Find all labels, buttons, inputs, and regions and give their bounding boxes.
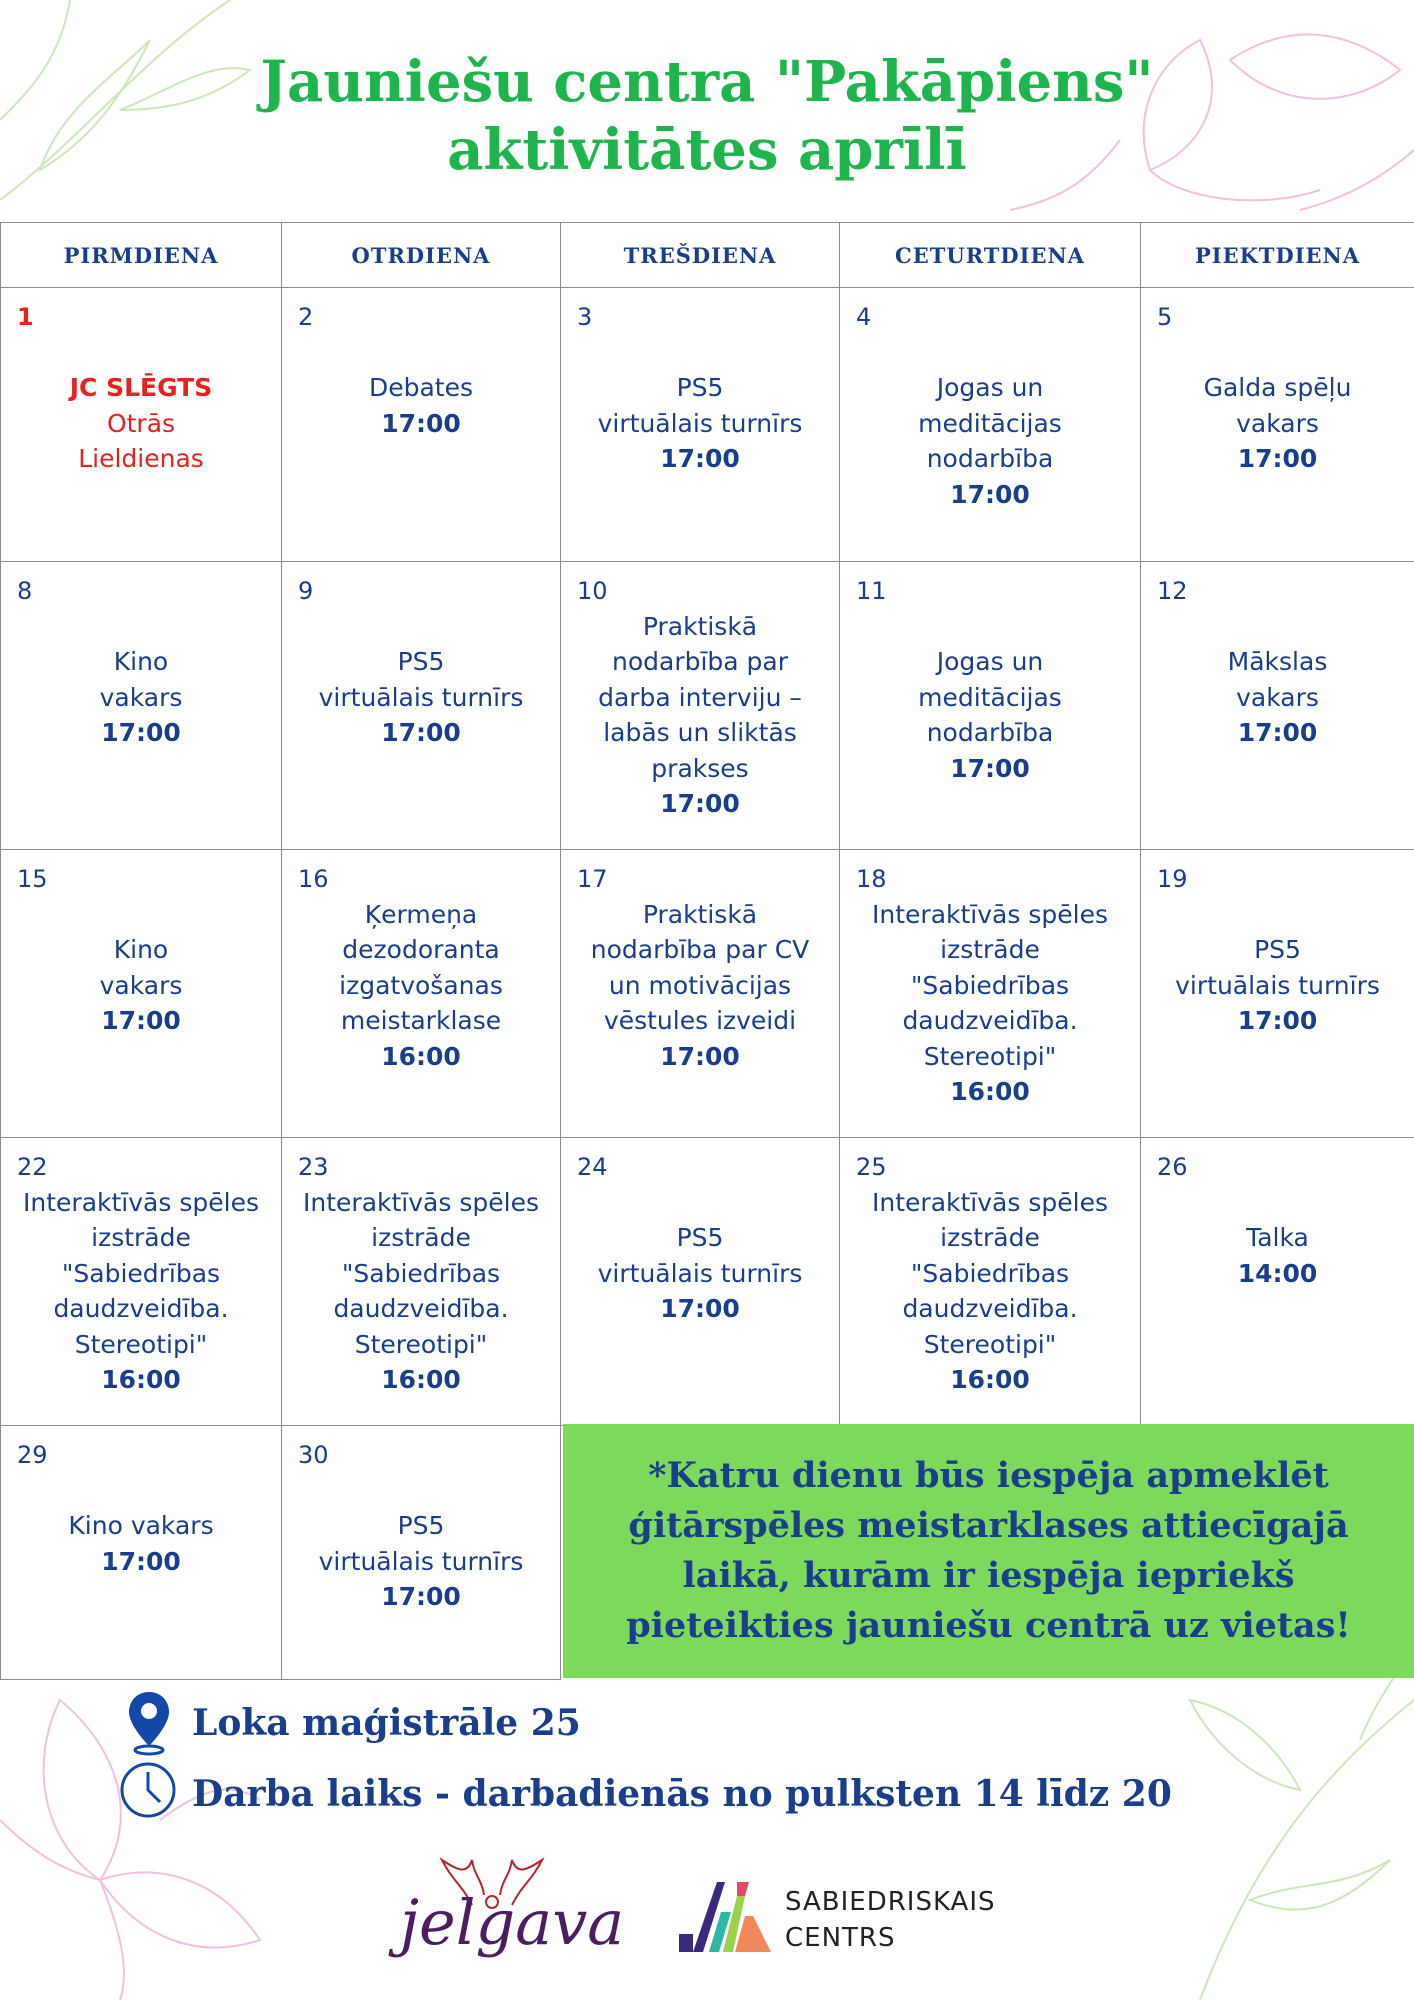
day-cell: [1140, 561, 1414, 850]
day-number: 16: [298, 865, 329, 893]
activity-text: daudzveidība.: [902, 1294, 1078, 1323]
day-cell: [0, 1425, 282, 1680]
title-line-1: Jauniešu centra "Pakāpiens": [260, 49, 1154, 115]
activity-time: 17:00: [950, 479, 1030, 509]
day-cell: [1140, 849, 1414, 1138]
day-cell: [560, 1137, 840, 1426]
activity-time: 16:00: [950, 1077, 1030, 1106]
guitar-masterclass-note: [563, 1424, 1414, 1678]
activity-time: 17:00: [1237, 444, 1318, 473]
day-number: 10: [577, 577, 608, 605]
day-activity: [5, 644, 277, 751]
day-number: 22: [17, 1153, 48, 1181]
day-activity: [5, 370, 277, 477]
day-number: 25: [856, 1153, 887, 1181]
activity-text: izstrāde: [940, 1223, 1040, 1252]
activity-text: vakars: [1236, 682, 1319, 712]
day-number: 9: [298, 577, 314, 605]
day-cell: [839, 561, 1141, 850]
day-number: 11: [856, 577, 887, 605]
day-number: 4: [856, 303, 872, 331]
activity-time: 17:00: [660, 1041, 740, 1071]
activity-time: 17:00: [101, 1546, 181, 1576]
activity-text: Interaktīvās spēles: [872, 899, 1108, 929]
day-activity: [286, 1185, 556, 1398]
activity-time: 17:00: [660, 444, 740, 473]
day-number: 1: [17, 303, 34, 331]
day-activity: [5, 932, 277, 1039]
day-cell: [281, 1137, 561, 1426]
day-activity: [844, 644, 1136, 786]
jelgava-logo-text: jelgava: [399, 1886, 625, 1959]
activity-time: 17:00: [381, 408, 461, 438]
day-number: 8: [17, 577, 33, 605]
activity-text: Stereotipi": [923, 1041, 1057, 1071]
day-activity: [844, 370, 1136, 512]
activity-text: meditācijas: [918, 408, 1062, 438]
day-number: 23: [298, 1153, 329, 1181]
activity-text: prakses: [651, 753, 749, 783]
opening-hours-text: Darba laiks - darbadienās no pulksten 14 līdz 20: [192, 1773, 1172, 1815]
weekday-header: PIRMDIENA: [0, 222, 282, 288]
activity-text: PS5: [676, 1223, 724, 1252]
activity-text: virtuālais turnīrs: [1175, 970, 1380, 1000]
day-cell: [0, 561, 282, 850]
day-cell: [281, 1425, 561, 1680]
note-text: *Katru dienu būs iespēja apmeklēt ģitārspēles meistarklases attiecīgajā laikā, kurām ir iespēja iepriekš pieteikties jauniešu centrā uz vietas!: [626, 1455, 1351, 1646]
day-activity: [1145, 1220, 1410, 1291]
activity-text: Mākslas: [1227, 647, 1328, 676]
activity-text: Kino vakars: [68, 1511, 214, 1540]
day-number: 12: [1157, 577, 1188, 605]
day-number: 15: [17, 865, 48, 893]
activity-text: nodarbība par: [611, 647, 789, 676]
activity-time: 17:00: [381, 718, 461, 747]
day-cell: [281, 287, 561, 562]
activity-text: "Sabiedrības: [341, 1258, 501, 1288]
activity-text: nodarbība: [926, 718, 1054, 747]
activity-text: PS5: [397, 647, 445, 676]
activity-text: Kino: [113, 935, 169, 964]
weekday-header: PIEKTDIENA: [1140, 222, 1414, 288]
activity-time: 17:00: [101, 718, 181, 747]
jelgava-logo: [392, 1850, 632, 1980]
activity-text: darba interviju –: [598, 682, 802, 712]
activity-time: 16:00: [381, 1365, 461, 1394]
activity-text: Stereotipi": [74, 1329, 208, 1359]
activity-text: "Sabiedrības: [61, 1258, 221, 1288]
day-activity: [286, 1508, 556, 1615]
day-cell: [1140, 1137, 1414, 1426]
activity-time: 17:00: [101, 1006, 181, 1035]
day-activity: [565, 1220, 835, 1327]
logo-text-line-1: SABIEDRISKAIS: [785, 1887, 996, 1917]
activity-time: 16:00: [950, 1365, 1030, 1394]
location-pin-icon: [127, 1690, 171, 1756]
activity-text: labās un sliktās: [603, 718, 797, 747]
activity-text: vēstules izveidi: [603, 1006, 797, 1035]
day-number: 2: [298, 303, 314, 331]
day-activity: [1145, 644, 1410, 751]
activity-text: izstrāde: [371, 1223, 471, 1252]
day-activity: [286, 897, 556, 1075]
sabiedriskais-centrs-mark: [675, 1872, 775, 1954]
title-line-2: aktivitātes aprīlī: [447, 117, 967, 183]
activity-text: virtuālais turnīrs: [597, 1258, 803, 1288]
activity-text: Interaktīvās spēles: [872, 1187, 1108, 1217]
activity-text: meistarklase: [340, 1006, 502, 1035]
activity-text: vakars: [99, 682, 183, 712]
activity-time: 14:00: [1237, 1258, 1318, 1288]
activity-text: izstrāde: [91, 1223, 191, 1252]
activity-text: Praktiskā: [642, 899, 758, 929]
day-activity: [844, 1185, 1136, 1398]
day-cell: [281, 849, 561, 1138]
activity-text: PS5: [397, 1511, 445, 1540]
activity-text: daudzveidība.: [902, 1006, 1078, 1035]
activity-time: 17:00: [1237, 718, 1318, 747]
day-cell: [560, 849, 840, 1138]
activity-text: Interaktīvās spēles: [23, 1187, 259, 1217]
weekday-header: OTRDIENA: [281, 222, 561, 288]
day-number: 24: [577, 1153, 608, 1181]
day-cell: [560, 287, 840, 562]
day-number: 5: [1157, 303, 1173, 331]
day-cell: [0, 1137, 282, 1426]
activity-text: PS5: [1254, 935, 1301, 964]
activity-text: JC SLĒGTS: [69, 373, 213, 402]
activity-time: 17:00: [660, 1294, 740, 1323]
day-number: 30: [298, 1441, 329, 1469]
day-activity: [286, 644, 556, 751]
activity-time: 16:00: [381, 1041, 461, 1071]
day-cell: [0, 287, 282, 562]
day-activity: [565, 370, 835, 477]
clock-icon: [118, 1760, 178, 1820]
day-activity: [1145, 932, 1410, 1039]
day-cell: [0, 849, 282, 1138]
activity-text: izgatvošanas: [339, 970, 503, 1000]
day-number: 18: [856, 865, 887, 893]
activity-text: daudzveidība.: [53, 1294, 229, 1323]
activity-text: Galda spēļu: [1203, 373, 1352, 402]
activity-text: virtuālais turnīrs: [597, 408, 803, 438]
activity-text: Stereotipi": [354, 1329, 488, 1359]
activity-text: Lieldienas: [78, 444, 204, 473]
activity-text: PS5: [676, 373, 724, 402]
day-cell: [839, 849, 1141, 1138]
activity-text: Otrās: [106, 408, 176, 438]
activity-text: Debates: [368, 373, 474, 402]
day-cell: [839, 1137, 1141, 1426]
activity-time: 16:00: [101, 1365, 181, 1394]
activity-text: un motivācijas: [608, 970, 792, 1000]
activity-text: vakars: [99, 970, 183, 1000]
day-cell: [839, 287, 1141, 562]
activity-text: nodarbība par CV: [590, 935, 810, 964]
day-number: 29: [17, 1441, 48, 1469]
activity-text: vakars: [1236, 408, 1319, 438]
activity-text: Talka: [1246, 1223, 1309, 1252]
activity-text: dezodoranta: [342, 935, 500, 964]
activity-time: 17:00: [381, 1582, 461, 1611]
weekday-header: CETURTDIENA: [839, 222, 1141, 288]
page-title: [0, 48, 1414, 184]
day-cell: [1140, 287, 1414, 562]
day-activity: [565, 897, 835, 1075]
activity-text: daudzveidība.: [333, 1294, 509, 1323]
logo-text-line-2: CENTRS: [785, 1923, 896, 1953]
activity-text: Ķermeņa: [364, 899, 478, 929]
weekday-header: TREŠDIENA: [560, 222, 840, 288]
day-activity: [286, 370, 556, 441]
day-cell: [281, 561, 561, 850]
activity-text: "Sabiedrības: [910, 970, 1070, 1000]
day-activity: [1145, 370, 1410, 477]
activity-text: virtuālais turnīrs: [318, 682, 524, 712]
day-activity: [5, 1185, 277, 1398]
day-number: 3: [577, 303, 593, 331]
activity-time: 17:00: [660, 789, 740, 818]
activity-text: izstrāde: [940, 935, 1040, 964]
activity-text: virtuālais turnīrs: [318, 1546, 524, 1576]
activity-text: Jogas un: [936, 647, 1044, 676]
activity-text: "Sabiedrības: [910, 1258, 1070, 1288]
address-text: Loka maģistrāle 25: [192, 1702, 581, 1744]
sabiedriskais-centrs-logo: [675, 1872, 1015, 1962]
day-activity: [844, 897, 1136, 1110]
day-activity: [565, 609, 835, 822]
activity-text: Kino: [113, 647, 169, 676]
activity-text: Interaktīvās spēles: [303, 1187, 539, 1217]
day-cell: [560, 561, 840, 850]
activity-text: Praktiskā: [642, 611, 758, 641]
activity-time: 17:00: [1237, 1006, 1318, 1035]
day-number: 26: [1157, 1153, 1188, 1181]
day-number: 19: [1157, 865, 1188, 893]
activity-text: nodarbība: [926, 444, 1054, 473]
day-activity: [5, 1508, 277, 1579]
activity-text: Stereotipi": [923, 1329, 1057, 1359]
activity-text: Jogas un: [936, 373, 1044, 402]
activity-text: meditācijas: [918, 682, 1062, 712]
day-number: 17: [577, 865, 608, 893]
activity-time: 17:00: [950, 753, 1030, 783]
